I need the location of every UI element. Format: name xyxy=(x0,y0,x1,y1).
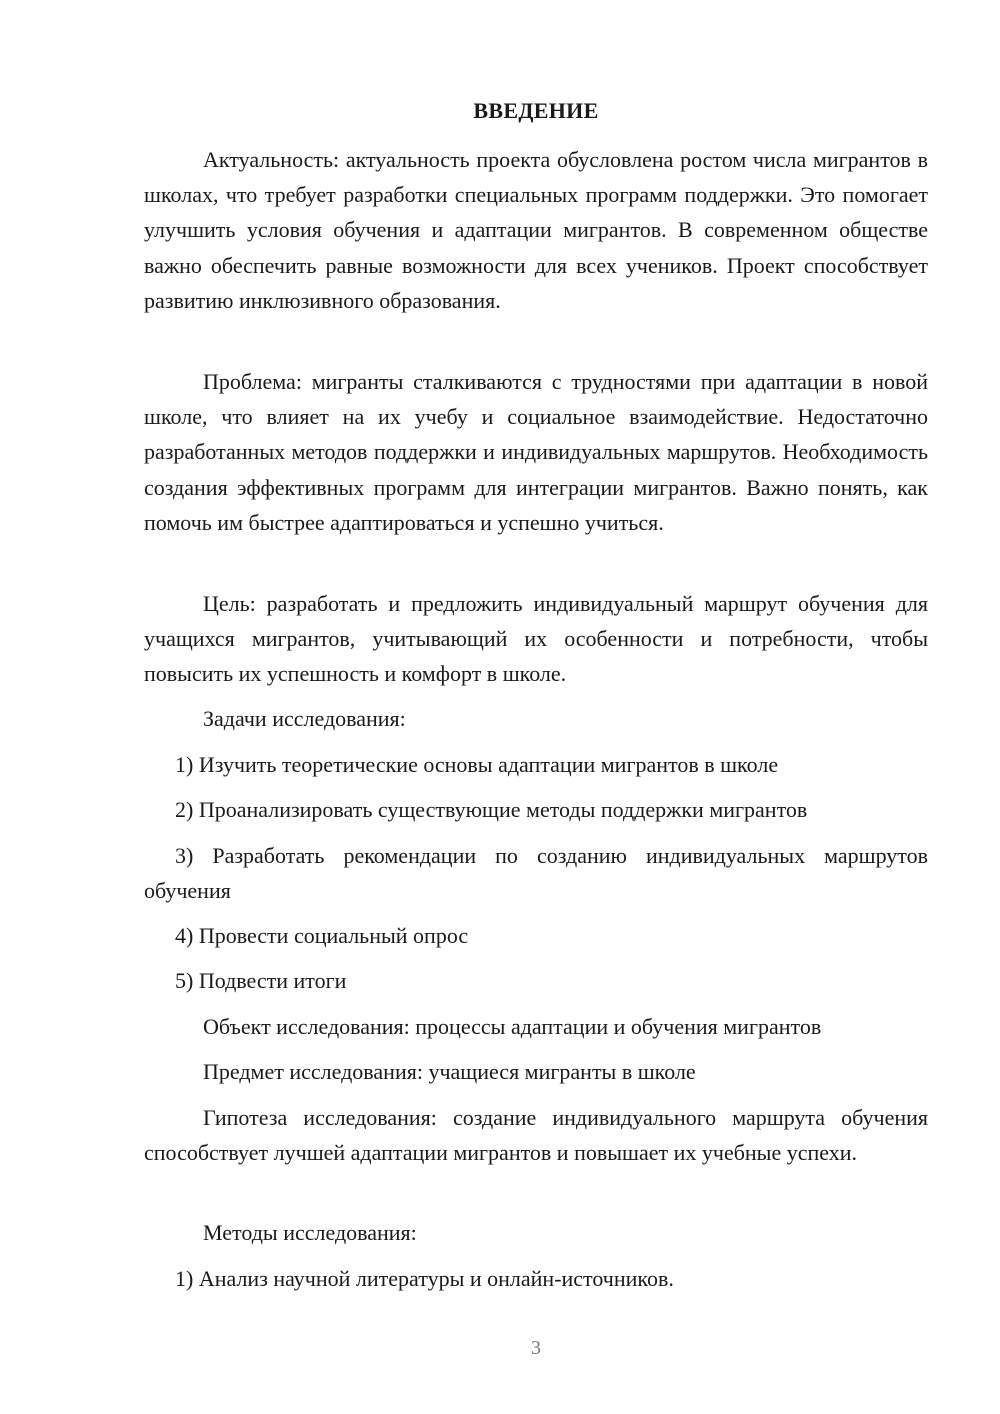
list-item-task-2: 2) Проанализировать существующие методы поддержки мигрантов xyxy=(175,797,808,822)
paragraph-subject: Предмет исследования: учащиеся мигранты в школе xyxy=(203,1059,696,1084)
list-item-task-4: 4) Провести социальный опрос xyxy=(175,923,469,948)
paragraph-object: Объект исследования: процессы адаптации и обучения мигрантов xyxy=(203,1014,822,1039)
paragraph-problem: Проблема: мигранты сталкиваются с трудностями при адаптации в новой школе, что влияет на их учебу и социальное взаимодействие. Недостаточно разработанных методов поддержки и индивидуальных маршрутов. Необходимость создания эффективных программ для интеграции мигрантов. Важно понять, как помочь им быстрее адаптироваться и успешно учиться. xyxy=(144,369,928,535)
paragraph-methods-heading: Методы исследования: xyxy=(203,1220,417,1245)
list-item-task-3: 3) Разработать рекомендации по созданию индивидуальных маршрутов обучения xyxy=(144,843,928,904)
page-number: 3 xyxy=(531,1337,541,1359)
list-item-task-1: 1) Изучить теоретические основы адаптации мигрантов в школе xyxy=(175,752,779,777)
paragraph-hypothesis: Гипотеза исследования: создание индивидуального маршрута обучения способствует лучшей адаптации мигрантов и повышает их учебные успехи. xyxy=(144,1105,928,1166)
paragraph-goal: Цель: разработать и предложить индивидуальный маршрут обучения для учащихся мигрантов, учитывающий их особенности и потребности, чтобы повысить их успешность и комфорт в школе. xyxy=(144,591,928,687)
paragraph-relevance: Актуальность: актуальность проекта обусловлена ростом числа мигрантов в школах, что требует разработки специальных программ поддержки. Это помогает улучшить условия обучения и адаптации мигрантов. В современном обществе важно обеспечить равные возможности для всех учеников. Проект способствует развитию инклюзивного образования. xyxy=(144,147,928,313)
section-title: ВВЕДЕНИЕ xyxy=(473,98,599,123)
paragraph-tasks-heading: Задачи исследования: xyxy=(203,706,406,731)
list-item-method-1: 1) Анализ научной литературы и онлайн-источников. xyxy=(175,1266,674,1291)
list-item-task-5: 5) Подвести итоги xyxy=(175,968,347,993)
